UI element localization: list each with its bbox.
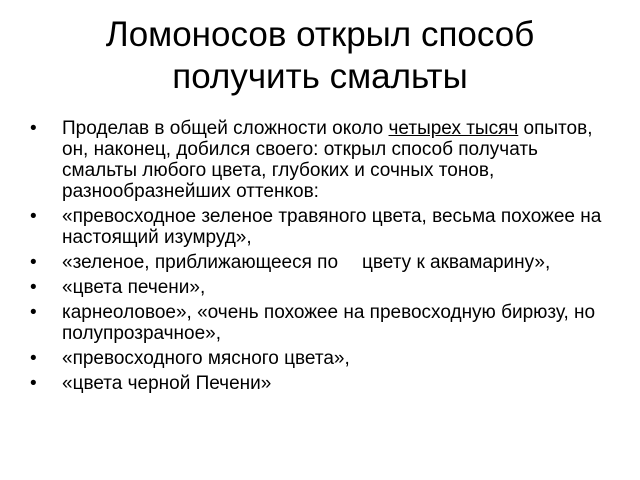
bullet-icon: • [30, 277, 37, 298]
underlined-text: четырех тысяч [388, 118, 519, 139]
slide-title [40, 14, 600, 98]
bullet-text: «превосходного мясного цвета», [62, 348, 350, 369]
bullet-icon: • [30, 252, 37, 273]
bullet-item-4 [30, 277, 615, 298]
title-line-2: получить смальты [172, 57, 468, 96]
bullet-item-2 [30, 206, 615, 248]
bullet-item-7 [30, 373, 615, 394]
bullet-text-pre: Проделав в общей сложности около [62, 118, 389, 139]
bullet-item-5 [30, 302, 615, 344]
bullet-icon: • [30, 206, 37, 227]
bullet-icon: • [30, 302, 37, 323]
bullet-icon: • [30, 373, 37, 394]
bullet-icon: • [30, 348, 37, 369]
bullet-item-3 [30, 252, 615, 273]
title-line-1: Ломоносов открыл способ [105, 15, 535, 54]
bullet-item-6 [30, 348, 615, 369]
bullet-list [30, 118, 615, 398]
bullet-text-post: цвету к аквамарину», [362, 252, 551, 273]
bullet-item-1 [30, 118, 615, 202]
bullet-icon: • [30, 118, 37, 139]
bullet-text-post: опытов, он, наконец, добился своего: открыл способ получать смальты любого цвета, глубоких и сочных тонов, разнообразнейших оттенков: [62, 118, 593, 202]
bullet-text-pre: «зеленое, приближающееся по [62, 252, 339, 273]
bullet-text: «превосходное зеленое травяного цвета, весьма похожее на настоящий изумруд», [62, 206, 602, 248]
bullet-text: карнеоловое», «очень похожее на превосходную бирюзу, но полупрозрачное», [62, 302, 596, 344]
bullet-text: «цвета черной Печени» [62, 373, 272, 394]
bullet-text: «цвета печени», [62, 277, 206, 298]
